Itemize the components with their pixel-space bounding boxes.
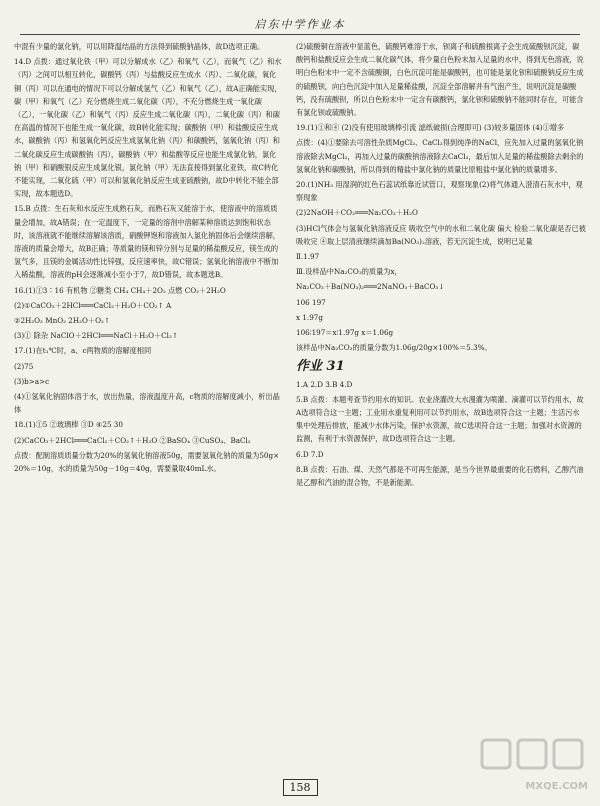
section-answer: 8.B 点拨：石油、煤、天然气都是不可再生能源，是当今世界最重要的化石燃料，乙醇汽油是乙醇和汽油的混合物，不是新能源。 bbox=[296, 464, 584, 488]
answer-paragraph: Ⅱ.1.97 bbox=[296, 252, 320, 262]
left-column bbox=[14, 40, 282, 477]
section-answer: 5.B 点拨：本题考查节约用水的知识。农业浇灌改大水漫灌为喷灌、滴灌可以节约用水，故A选项符合这一主题；工业用水重复利用可以节约用水，故B选项符合这一主题；生活污水集中处理后排放，能减少水体污染，保护水资源，故C选项符合这一主题；加强对水资源的监测，有利于水资源保护，故D选项符合这一主题。 bbox=[296, 394, 584, 444]
watermark-text: MXQE.COM bbox=[525, 781, 588, 792]
right-column-answers bbox=[296, 40, 586, 354]
section-title: 作业 31 bbox=[296, 359, 345, 375]
page-number-label: 158 bbox=[283, 779, 318, 796]
header-title: 启东中学作业本 bbox=[254, 18, 346, 31]
page-header bbox=[20, 14, 580, 35]
answer-paragraph: Na₂CO₃＋Ba(NO₃)₂═══2NaNO₃＋BaCO₃↓ bbox=[296, 282, 445, 292]
section-answer: 6.D 7.D bbox=[296, 449, 324, 459]
answer-paragraph: 15.B 点拨：生石灰和水反应生成熟石灰，而熟石灰又能溶于水，使溶液中的溶质质量会增加，故A错误；在一定温度下，一定量的溶剂中溶解某种溶质达到饱和状态时，该溶液就不能继续溶解该溶质，硝酸钾饱和溶液加入氯化钠固体后会继续溶解，溶液的质量会增大，故B正确；等质量的镁和锌分别与足量的稀盐酸反应，镁生成的氢气多，且镁的金属活动性比锌强，反应速率快，故C错误；氢氧化钠溶液中不断加入稀盐酸，溶液的pH会逐渐减小至小于7，故D错误，故本题选B。 bbox=[14, 204, 280, 280]
answer-paragraph: 106∶197＝x∶1.97g x＝1.06g bbox=[296, 328, 394, 338]
answer-paragraph: 19.(1)①和④ (2)没有使用玻璃棒引流 滤纸破损(合理即可) (3)较多量固体 (4)①增多 bbox=[296, 123, 565, 133]
answer-paragraph: (3)b>a>c bbox=[14, 376, 50, 386]
answer-paragraph: 106 197 bbox=[296, 297, 326, 307]
answer-paragraph: 20.(1)NH₃ 用湿润的红色石蕊试纸靠近试管口，观察现象(2)将气体通入澄清石灰水中，观察现象 bbox=[296, 180, 583, 203]
section-items bbox=[296, 378, 586, 490]
watermark-logo bbox=[478, 736, 588, 792]
answer-paragraph: (2)2NaOH＋CO₂═══Na₂CO₃＋H₂O bbox=[296, 208, 418, 218]
answer-paragraph: (2)硫酸铜在溶液中显蓝色，硫酸钙难溶于水，钡离子和硫酸根离子会生成硫酸钡沉淀，碳酸钙和盐酸反应会生成二氧化碳气体，将少量白色粉末加入足量的水中，得到无色溶液，说明白色粉末中一定不含硫酸铜，白色沉淀可能是碳酸钙，也可能是氯化钡和硫酸钠反应生成的硫酸钡，向白色沉淀中加入足量稀盐酸，沉淀全部溶解并有气泡产生，说明沉淀是碳酸钙，没有硫酸钡，所以白色粉末中一定含有碳酸钙，氯化钡和硫酸钠不能同时存在，可能含有氯化钡或硫酸钠。 bbox=[296, 42, 584, 118]
answer-paragraph: 中混有少量的氯化钠，可以用降温结晶的方法得到硫酸钠晶体，故D选项正确。 bbox=[14, 42, 265, 51]
answer-paragraph: 点拨：(4)①要除去可溶性杂质MgCl₂、CaCl₂得到纯净的NaCl，应先加入过量的氢氧化钠溶液除去MgCl₂，再加入过量的碳酸钠溶液除去CaCl₂，最后加入足量的稀盐酸除去剩余的氢氧化钠和碳酸钠，所以得到的精盐中氯化钠的质量比原粗盐中氯化钠的质量增多。 bbox=[296, 138, 584, 174]
answer-paragraph: (3)HCl气体会与氢氧化钠溶液反应 吸收空气中的水和二氧化碳 偏大 检验二氧化碳是否已被吸收完 ④取上层清液继续滴加Ba(NO₃)₂溶液，若无沉淀生成，说明已足量 bbox=[296, 223, 586, 246]
answer-paragraph: 该样品中Na₂CO₃的质量分数为1.06g/20g×100%＝5.3%。 bbox=[296, 343, 492, 353]
right-column bbox=[296, 40, 586, 491]
answer-paragraph: 14.D 点拨：通过氧化铁（甲）可以分解成水（乙）和氧气（乙），而氧气（乙）和水（丙）之间可以相互转化，碳酸钙（丙）与盐酸反应生成水（丙）、二氧化碳，氧化铜（丙）可以在通电的情况下可以分解成氢气（乙）和氧气（乙），故A正确能实现，碳（甲）和氧气（乙）充分燃烧生成二氧化碳（丙），不充分燃烧生成一氧化碳（乙），一氧化碳（乙）和氧气（丙）反应生成二氧化碳（丙），二氧化碳（丙）和碳在高温的情况下也能生成一氧化碳，故B转化能实现；碳酸钠（甲）和盐酸反应生成水，碳酸钠（丙）和氢氧化钙反应生成氢氧化钠（丙）和碳酸钙，氢氧化钠（丙）和二氧化碳反应生成碳酸钠（丙），碳酸钠（甲）和盐酸等反应也能生成氯化钠，氯化钠（甲）和硝酸银反应生成氯化银，氯化钠（甲）无法直接得到氯化亚铁，故C转化不能实现，二氧化硫（甲）可以和氢氧化钠反应生成亚硫酸钠，故D中转化不能全部实现，故本题选D。 bbox=[14, 57, 282, 199]
answer-paragraph: 17.(1)在t₁℃时，a、c两物质的溶解度相同 bbox=[14, 346, 152, 356]
watermark-icon bbox=[478, 736, 588, 782]
answer-paragraph: Ⅲ.设样品中Na₂CO₃的质量为x， bbox=[296, 267, 402, 277]
answer-paragraph: (2)①CaCO₃＋2HCl═══CaCl₂＋H₂O＋CO₂↑ A bbox=[14, 300, 172, 310]
answer-paragraph: (2)CaCO₃＋2HCl═══CaCl₂＋CO₂↑＋H₂O ②BaSO₄ ③CuSO₄、BaCl₂ bbox=[14, 435, 251, 445]
answer-paragraph: (4)①氢氧化钠固体溶于水，放出热量，溶液温度升高，c物质的溶解度减小，析出晶体 bbox=[14, 392, 280, 415]
answer-paragraph: (2)75 bbox=[14, 361, 34, 371]
answer-paragraph: x 1.97g bbox=[296, 312, 323, 322]
answer-paragraph: (3)① 除杂 NaClO＋2HCl═══NaCl＋H₂O＋Cl₂↑ bbox=[14, 331, 178, 341]
answer-paragraph: 16.(1)①3∶16 有机物 ②糖类 CH₄ CH₄＋2O₂ 点燃 CO₂＋2H₂O bbox=[14, 285, 226, 295]
section-answer: 1.A 2.D 3.B 4.D bbox=[296, 379, 353, 389]
answer-paragraph: ②2H₂O₂ MnO₂ 2H₂O＋O₂↑ bbox=[14, 316, 110, 326]
answer-paragraph: 点拨：配制溶质质量分数为20%的氢氧化钠溶液50g，需要氢氧化钠的质量为50g×20%＝10g，水的质量为50g－10g＝40g，需要量取40mL水。 bbox=[14, 450, 280, 474]
answer-paragraph: 18.(1)①5 ②玻璃棒 ③D ④25 30 bbox=[14, 420, 123, 430]
